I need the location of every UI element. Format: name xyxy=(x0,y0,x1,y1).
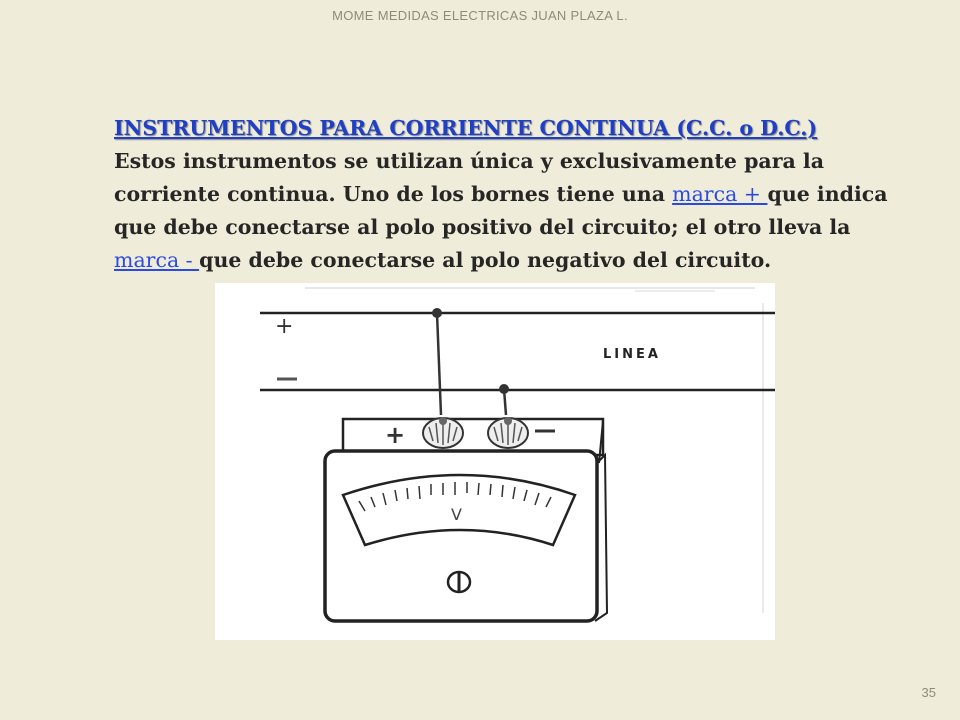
marca-plus-link[interactable]: marca + xyxy=(672,182,768,206)
page-number: 35 xyxy=(921,685,936,700)
section-heading: INSTRUMENTOS PARA CORRIENTE CONTINUA (C.C. o D.C.) xyxy=(114,116,818,140)
body-paragraph xyxy=(114,112,904,277)
meter-unit-label: V xyxy=(451,505,462,524)
line-label: LINEA xyxy=(603,347,661,362)
terminal-plus-sign: + xyxy=(385,421,406,449)
paragraph-text-1: Estos instrumentos se utilizan única y exclusivamente para la corriente continua. Uno de los bornes tiene una xyxy=(114,149,824,206)
marca-minus-link[interactable]: marca - xyxy=(114,248,200,272)
positive-terminal xyxy=(423,417,463,448)
slide-header: MOME MEDIDAS ELECTRICAS JUAN PLAZA L. xyxy=(332,8,628,23)
line-plus-sign: + xyxy=(275,314,294,339)
paragraph-text-2: que indica que debe conectarse al polo positivo del circuito; el otro lleva la xyxy=(114,182,888,239)
dc-voltmeter-diagram xyxy=(215,283,775,640)
negative-terminal xyxy=(488,417,528,448)
zero-adjust-knob xyxy=(448,572,470,592)
paragraph-text-3: que debe conectarse al polo negativo del circuito. xyxy=(199,248,772,272)
